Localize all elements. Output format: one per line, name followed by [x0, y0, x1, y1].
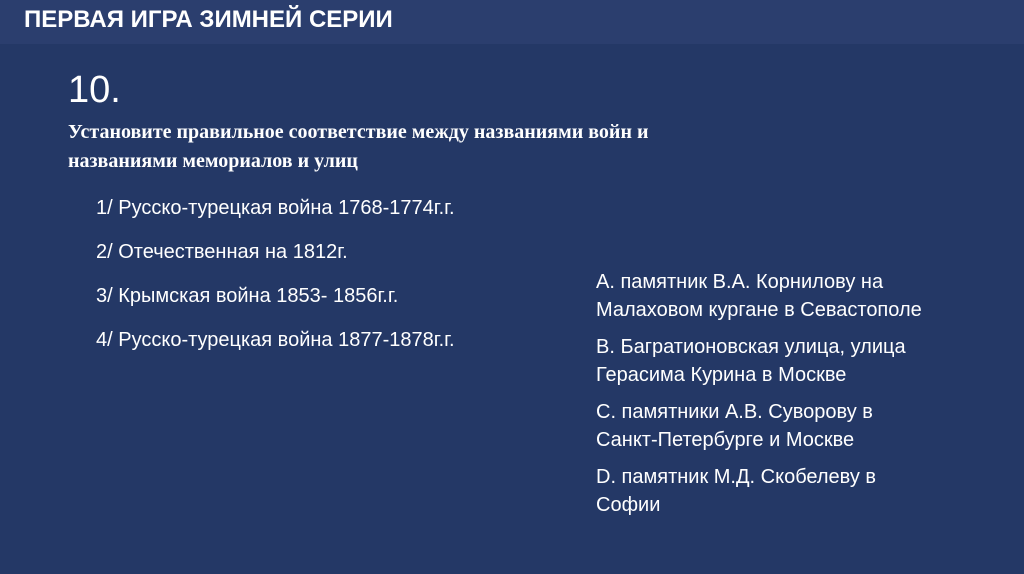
- slide-title: ПЕРВАЯ ИГРА ЗИМНЕЙ СЕРИИ: [24, 6, 393, 33]
- question-text-line-1: Установите правильное соответствие между названиями войн и: [68, 121, 649, 143]
- memorial-item-c-line-2: Санкт-Петербурге и Москве: [596, 429, 855, 451]
- question-text: [68, 118, 788, 176]
- memorial-item-d: [596, 463, 1016, 519]
- question-text-line-2: названиями мемориалов и улиц: [68, 150, 358, 172]
- memorial-item-b: [596, 333, 1016, 389]
- memorial-item-d-line-1: D. памятник М.Д. Скобелеву в: [596, 466, 877, 488]
- memorial-item-b-line-1: B. Багратионовская улица, улица: [596, 336, 906, 358]
- war-item-4: 4/ Русско-турецкая война 1877-1878г.г.: [96, 329, 455, 351]
- memorial-item-c: [596, 398, 1016, 454]
- memorial-item-a-line-2: Малаховом кургане в Севастополе: [596, 299, 922, 321]
- memorials-list: [596, 268, 1016, 528]
- memorial-item-d-line-2: Софии: [596, 494, 661, 516]
- wars-list: [96, 196, 455, 372]
- memorial-item-b-line-2: Герасима Курина в Москве: [596, 364, 847, 386]
- memorial-item-a-line-1: A. памятник В.А. Корнилову на: [596, 271, 884, 293]
- memorial-item-a: [596, 268, 1016, 324]
- war-item-3: 3/ Крымская война 1853- 1856г.г.: [96, 285, 399, 307]
- war-item-1: 1/ Русско-турецкая война 1768-1774г.г.: [96, 197, 455, 219]
- war-item-2: 2/ Отечественная на 1812г.: [96, 241, 348, 263]
- memorial-item-c-line-1: C. памятники А.В. Суворову в: [596, 401, 873, 423]
- question-number: 10.: [68, 69, 121, 111]
